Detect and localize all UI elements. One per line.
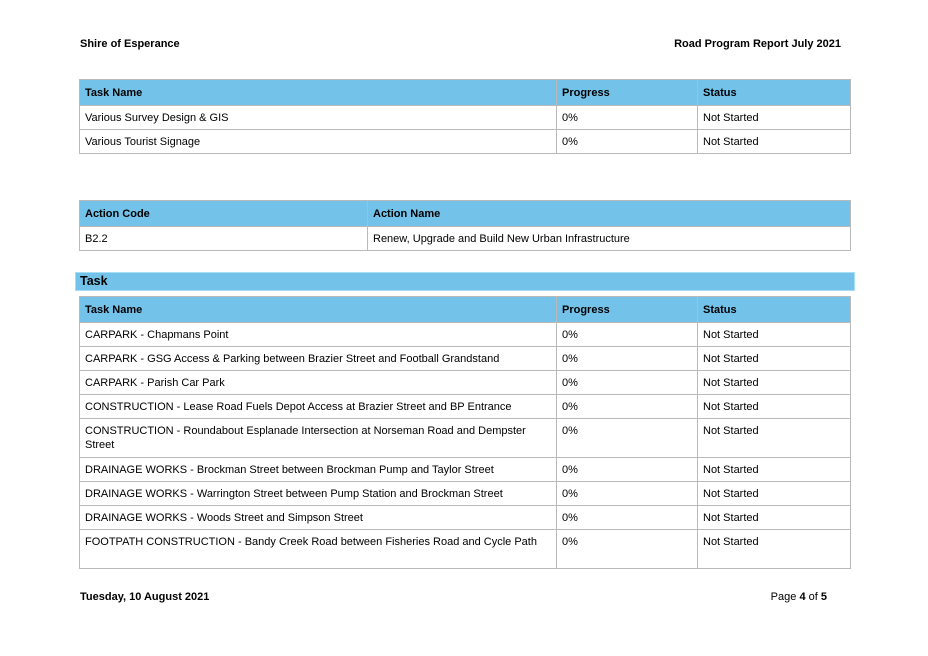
progress-cell: 0% — [557, 371, 698, 395]
progress-cell: 0% — [557, 458, 698, 482]
task-name-cell: CARPARK - Chapmans Point — [80, 323, 557, 347]
task-name-cell: FOOTPATH CONSTRUCTION - Bandy Creek Road between Fisheries Road and Cycle Path — [80, 530, 557, 569]
progress-cell: 0% — [557, 106, 698, 130]
status-cell: Not Started — [698, 371, 851, 395]
table-row — [80, 347, 851, 371]
table-row — [80, 130, 851, 154]
status-cell: Not Started — [698, 530, 851, 569]
status-cell: Not Started — [698, 458, 851, 482]
progress-cell: 0% — [557, 323, 698, 347]
task-name-cell: Various Tourist Signage — [80, 130, 557, 154]
task-table-1 — [79, 79, 851, 154]
action-code-cell: B2.2 — [80, 227, 368, 251]
status-cell: Not Started — [698, 482, 851, 506]
task-name-cell: DRAINAGE WORKS - Warrington Street between Pump Station and Brockman Street — [80, 482, 557, 506]
progress-cell: 0% — [557, 482, 698, 506]
status-cell: Not Started — [698, 323, 851, 347]
task-name-cell: CARPARK - Parish Car Park — [80, 371, 557, 395]
table-row — [80, 419, 851, 458]
table-row — [80, 530, 851, 569]
progress-cell: 0% — [557, 395, 698, 419]
status-cell: Not Started — [698, 395, 851, 419]
status-cell: Not Started — [698, 130, 851, 154]
task-name-cell: DRAINAGE WORKS - Brockman Street between Brockman Pump and Taylor Street — [80, 458, 557, 482]
task-name-cell: CONSTRUCTION - Roundabout Esplanade Intersection at Norseman Road and Dempster Street — [80, 419, 557, 458]
page-word: Page — [770, 591, 797, 603]
table-row — [80, 106, 851, 130]
task-name-cell: CONSTRUCTION - Lease Road Fuels Depot Access at Brazier Street and BP Entrance — [80, 395, 557, 419]
page-indicator — [771, 591, 827, 603]
task-name-cell: Various Survey Design & GIS — [80, 106, 557, 130]
progress-cell: 0% — [557, 506, 698, 530]
task-name-cell: CARPARK - GSG Access & Parking between Brazier Street and Football Grandstand — [80, 347, 557, 371]
organization-name: Shire of Esperance — [80, 38, 180, 50]
column-header-task-name: Task Name — [80, 297, 557, 323]
status-cell: Not Started — [698, 506, 851, 530]
progress-cell: 0% — [557, 530, 698, 569]
action-name-cell: Renew, Upgrade and Build New Urban Infrastructure — [368, 227, 851, 251]
table-row — [80, 323, 851, 347]
column-header-action-code: Action Code — [80, 201, 368, 227]
column-header-action-name: Action Name — [368, 201, 851, 227]
status-cell: Not Started — [698, 419, 851, 458]
page-of-word: of — [808, 591, 818, 603]
status-cell: Not Started — [698, 106, 851, 130]
table-header-row — [80, 297, 851, 323]
column-header-task-name: Task Name — [80, 80, 557, 106]
progress-cell: 0% — [557, 130, 698, 154]
table-row — [80, 395, 851, 419]
report-title: Road Program Report July 2021 — [674, 38, 841, 50]
table-row — [80, 482, 851, 506]
report-date: Tuesday, 10 August 2021 — [80, 591, 210, 603]
column-header-progress: Progress — [557, 80, 698, 106]
column-header-progress: Progress — [557, 297, 698, 323]
page-current: 4 — [799, 591, 806, 603]
table-header-row — [80, 201, 851, 227]
table-row — [80, 458, 851, 482]
table-header-row — [80, 80, 851, 106]
action-table — [79, 200, 851, 251]
status-cell: Not Started — [698, 347, 851, 371]
table-row — [80, 371, 851, 395]
task-name-cell: DRAINAGE WORKS - Woods Street and Simpson Street — [80, 506, 557, 530]
page-total: 5 — [820, 591, 827, 603]
table-row — [80, 506, 851, 530]
progress-cell: 0% — [557, 419, 698, 458]
task-section-heading: Task — [75, 272, 855, 291]
task-table-2 — [79, 296, 851, 569]
table-row — [80, 227, 851, 251]
column-header-status: Status — [698, 297, 851, 323]
progress-cell: 0% — [557, 347, 698, 371]
column-header-status: Status — [698, 80, 851, 106]
